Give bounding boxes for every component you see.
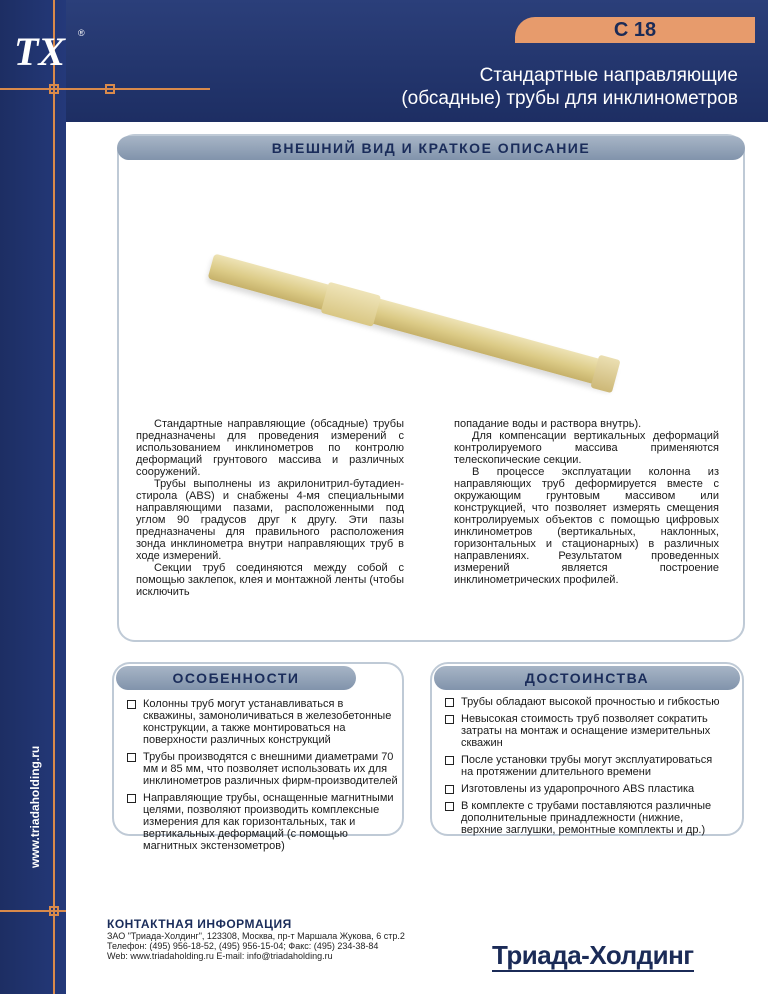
checkbox-bullet-icon bbox=[445, 785, 454, 794]
paragraph: попадание воды и раствора внутрь). bbox=[454, 418, 642, 430]
checkbox-bullet-icon bbox=[127, 700, 136, 709]
checkbox-bullet-icon bbox=[127, 794, 136, 803]
list-item: В комплекте с трубами поставляются различные дополнительные принадлежности (нижние, верхние заглушки, ремонтные комплекты и др.) bbox=[445, 800, 725, 836]
features-heading: ОСОБЕННОСТИ bbox=[116, 666, 356, 690]
page-title bbox=[401, 64, 738, 110]
paragraph: Трубы выполнены из акрилонитрил-бутадиен-стирола (ABS) и снабжены 4-мя специальными направляющими пазами, расположенными под углом 90 градусов друг к другу. Эти пазы предназначены для правильного расположения зонда инклинометра внутри направляющих труб в ходе измерений. bbox=[136, 478, 404, 562]
paragraph: Для компенсации вертикальных деформаций контролируемого массива применяются телескопические секции. bbox=[454, 430, 719, 466]
checkbox-bullet-icon bbox=[445, 802, 454, 811]
contact-heading: КОНТАКТНАЯ ИНФОРМАЦИЯ bbox=[107, 917, 292, 931]
description-right-column bbox=[454, 418, 719, 586]
contact-block bbox=[107, 917, 405, 961]
description-left-column bbox=[136, 418, 404, 598]
advantages-heading: ДОСТОИНСТВА bbox=[434, 666, 740, 690]
crosshair-mark bbox=[49, 84, 59, 94]
company-logo: TX bbox=[14, 29, 66, 74]
contact-phones: Телефон: (495) 956-18-52, (495) 956-15-04; Факс: (495) 234-38-84 bbox=[107, 941, 379, 951]
crosshair-mark bbox=[105, 84, 115, 94]
list-item: Колонны труб могут устанавливаться в скважины, замоноличиваться в железобетонные конструкции, а также монтироваться на поверхности различных конструкций bbox=[127, 698, 399, 746]
paragraph: Секции труб соединяются между собой с помощью заклепок, клея и монтажной ленты (чтобы исключить bbox=[136, 562, 404, 598]
website-vertical-text: www.triadaholding.ru bbox=[28, 745, 42, 868]
list-item: Невысокая стоимость труб позволяет сократить затраты на монтаж и оснащение измерительных скважин bbox=[445, 713, 725, 749]
title-line: Стандартные направляющие bbox=[479, 65, 738, 86]
features-list bbox=[127, 698, 399, 857]
list-item: Трубы производятся с внешними диаметрами 70 мм и 85 мм, что позволяет использовать их для инклинометров различных фирм-производителей bbox=[127, 751, 399, 787]
checkbox-bullet-icon bbox=[445, 698, 454, 707]
paragraph: В процессе эксплуатации колонна из направляющих труб деформируется вместе с окружающим грунтовым массивом или конструкцией, что позволяет измерять смещения контролируемых объектов с помощью цифровых инклинометров (вертикальных, наклонных, горизонтальных и стационарных) в различных направлениях. Результатом проведенных измерений является построение инклинометрических профилей. bbox=[454, 466, 719, 586]
list-item: Трубы обладают высокой прочностью и гибкостью bbox=[445, 696, 725, 708]
list-item: После установки трубы могут эксплуатироваться на протяжении длительного времени bbox=[445, 754, 725, 778]
brand-wordmark: Триада-Холдинг bbox=[492, 940, 694, 970]
registered-mark: ® bbox=[78, 28, 85, 38]
contact-address: ЗАО "Триада-Холдинг", 123308, Москва, пр-т Маршала Жукова, 6 стр.2 bbox=[107, 931, 405, 941]
checkbox-bullet-icon bbox=[127, 753, 136, 762]
checkbox-bullet-icon bbox=[445, 715, 454, 724]
description-heading: ВНЕШНИЙ ВИД И КРАТКОЕ ОПИСАНИЕ bbox=[117, 136, 745, 160]
decor-line-vertical bbox=[53, 0, 55, 994]
checkbox-bullet-icon bbox=[445, 756, 454, 765]
list-item: Изготовлены из ударопрочного ABS пластика bbox=[445, 783, 725, 795]
paragraph: Стандартные направляющие (обсадные) трубы предназначены для проведения измерений с использованием инклинометров по контролю деформаций грунтового массива и различных сооружений. bbox=[136, 418, 404, 478]
list-item: Направляющие трубы, оснащенные магнитными целями, позволяют производить комплексные измерения для как горизонтальных, так и вертикальных деформаций (с помощью магнитных экстензометров) bbox=[127, 792, 399, 852]
crosshair-mark bbox=[49, 906, 59, 916]
title-line: (обсадные) трубы для инклинометров bbox=[401, 88, 738, 109]
advantages-list bbox=[445, 696, 725, 841]
document-code-tab: С 18 bbox=[515, 17, 755, 43]
contact-web: Web: www.triadaholding.ru E-mail: info@triadaholding.ru bbox=[107, 951, 333, 961]
